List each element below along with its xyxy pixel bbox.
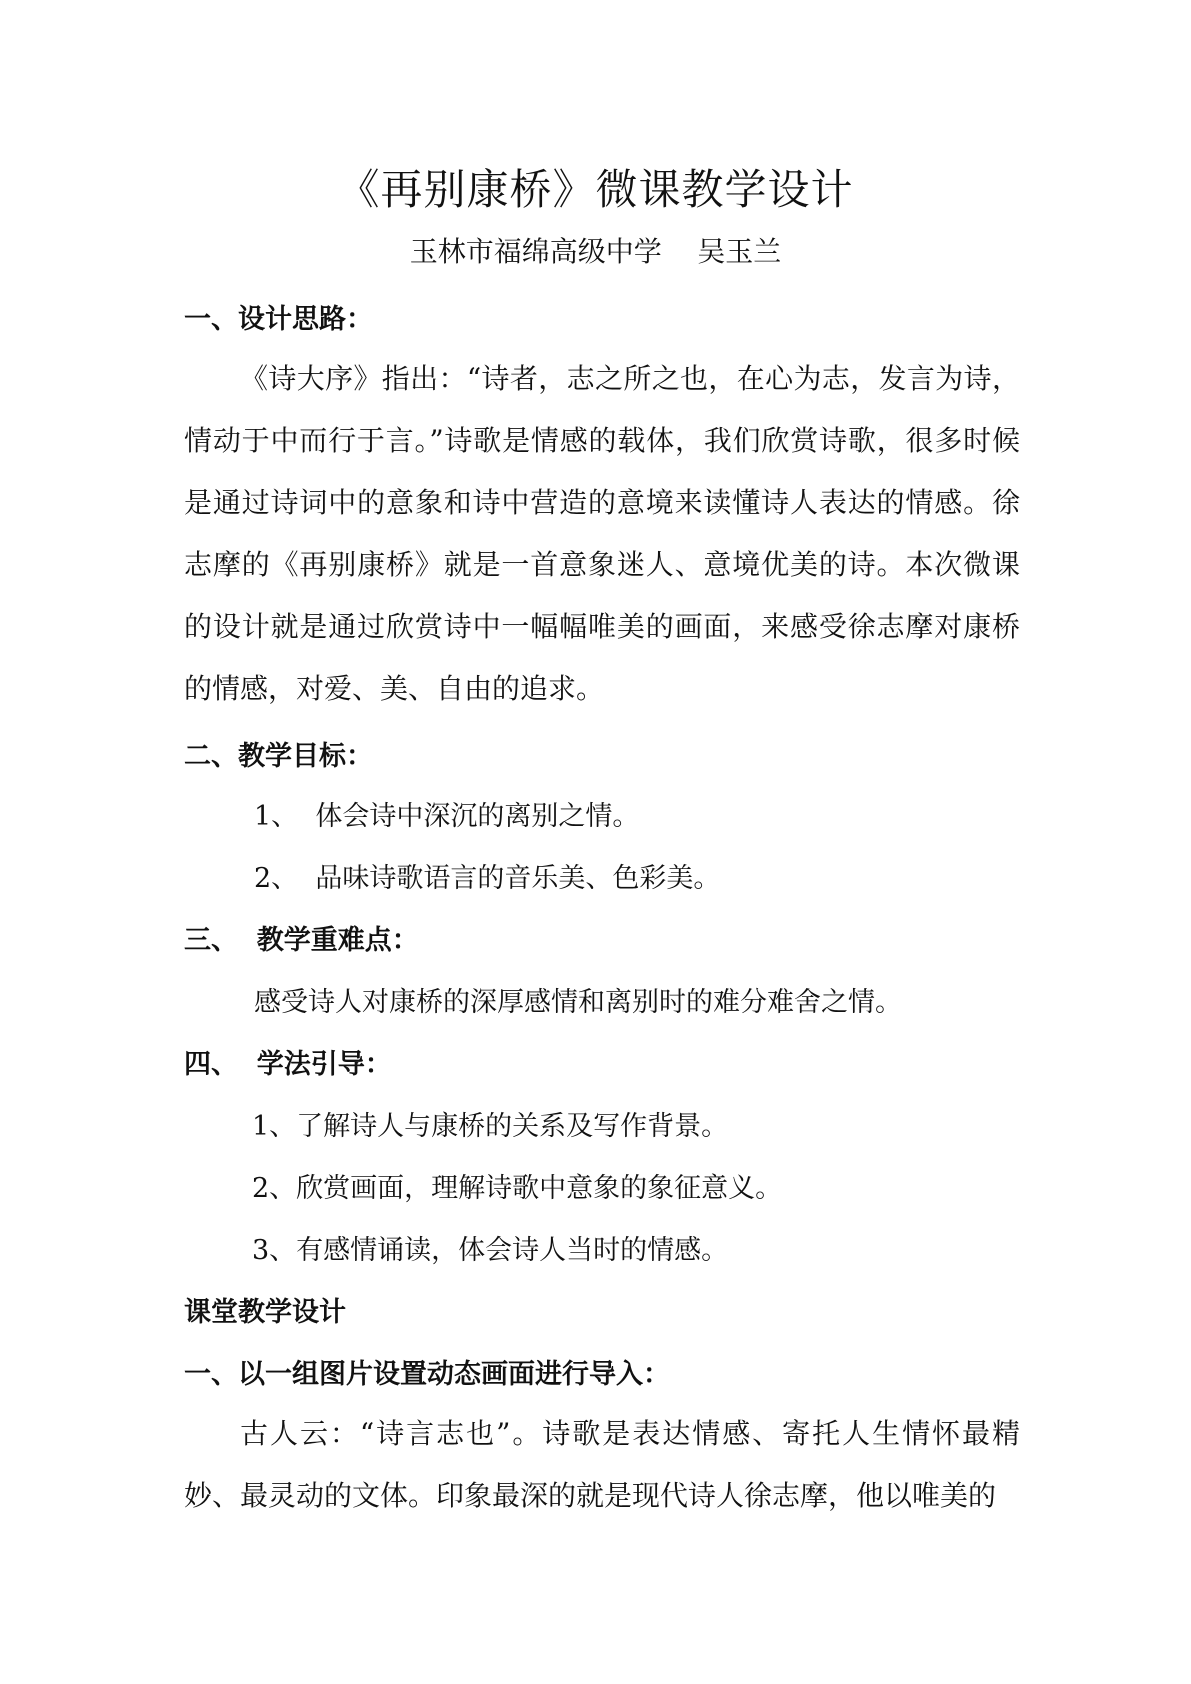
key-points-text: 感受诗人对康桥的深厚感情和离别时的难分难舍之情。 <box>254 987 902 1018</box>
section-heading-class-design: 课堂教学设计 <box>184 1297 346 1328</box>
goal-item-1: 1、 体会诗中深沉的离别之情。 <box>254 801 640 832</box>
goal-item-2: 2、 品味诗歌语言的音乐美、色彩美。 <box>254 863 721 894</box>
document-title: 《再别康桥》微课教学设计 <box>337 165 854 214</box>
intro-paragraph: 古人云：“诗言志也”。诗歌是表达情感、寄托人生情怀最精妙、最灵动的文体。印象最深的就是现代诗人徐志摩，他以唯美的 <box>184 1417 1020 1512</box>
section-heading-intro: 一、以一组图片设置动态画面进行导入： <box>184 1359 670 1390</box>
section-heading-goals: 二、教学目标： <box>184 741 373 772</box>
method-item-1: 1、了解诗人与康桥的关系及写作背景。 <box>252 1111 729 1142</box>
design-idea-paragraph: 《诗大序》指出：“诗者，志之所之也，在心为志，发言为诗，情动于中而行于言。”诗歌是情感的载体，我们欣赏诗歌，很多时候是通过诗词中的意象和诗中营造的意境来读懂诗人表达的情感。徐志摩的《再别康桥》就是一首意象迷人、意境优美的诗。本次微课的设计就是通过欣赏诗中一幅幅唯美的画面，来感受徐志摩对康桥的情感，对爱、美、自由的追求。 <box>184 362 1020 705</box>
section-heading-method: 四、 学法引导： <box>184 1049 392 1080</box>
author-line: 玉林市福绵高级中学 吴玉兰 <box>409 235 782 268</box>
section-heading-design-idea: 一、设计思路： <box>184 304 373 335</box>
section-heading-key-points: 三、 教学重难点： <box>184 925 419 956</box>
method-item-3: 3、有感情诵读，体会诗人当时的情感。 <box>252 1235 729 1266</box>
method-item-2: 2、欣赏画面，理解诗歌中意象的象征意义。 <box>252 1173 783 1204</box>
